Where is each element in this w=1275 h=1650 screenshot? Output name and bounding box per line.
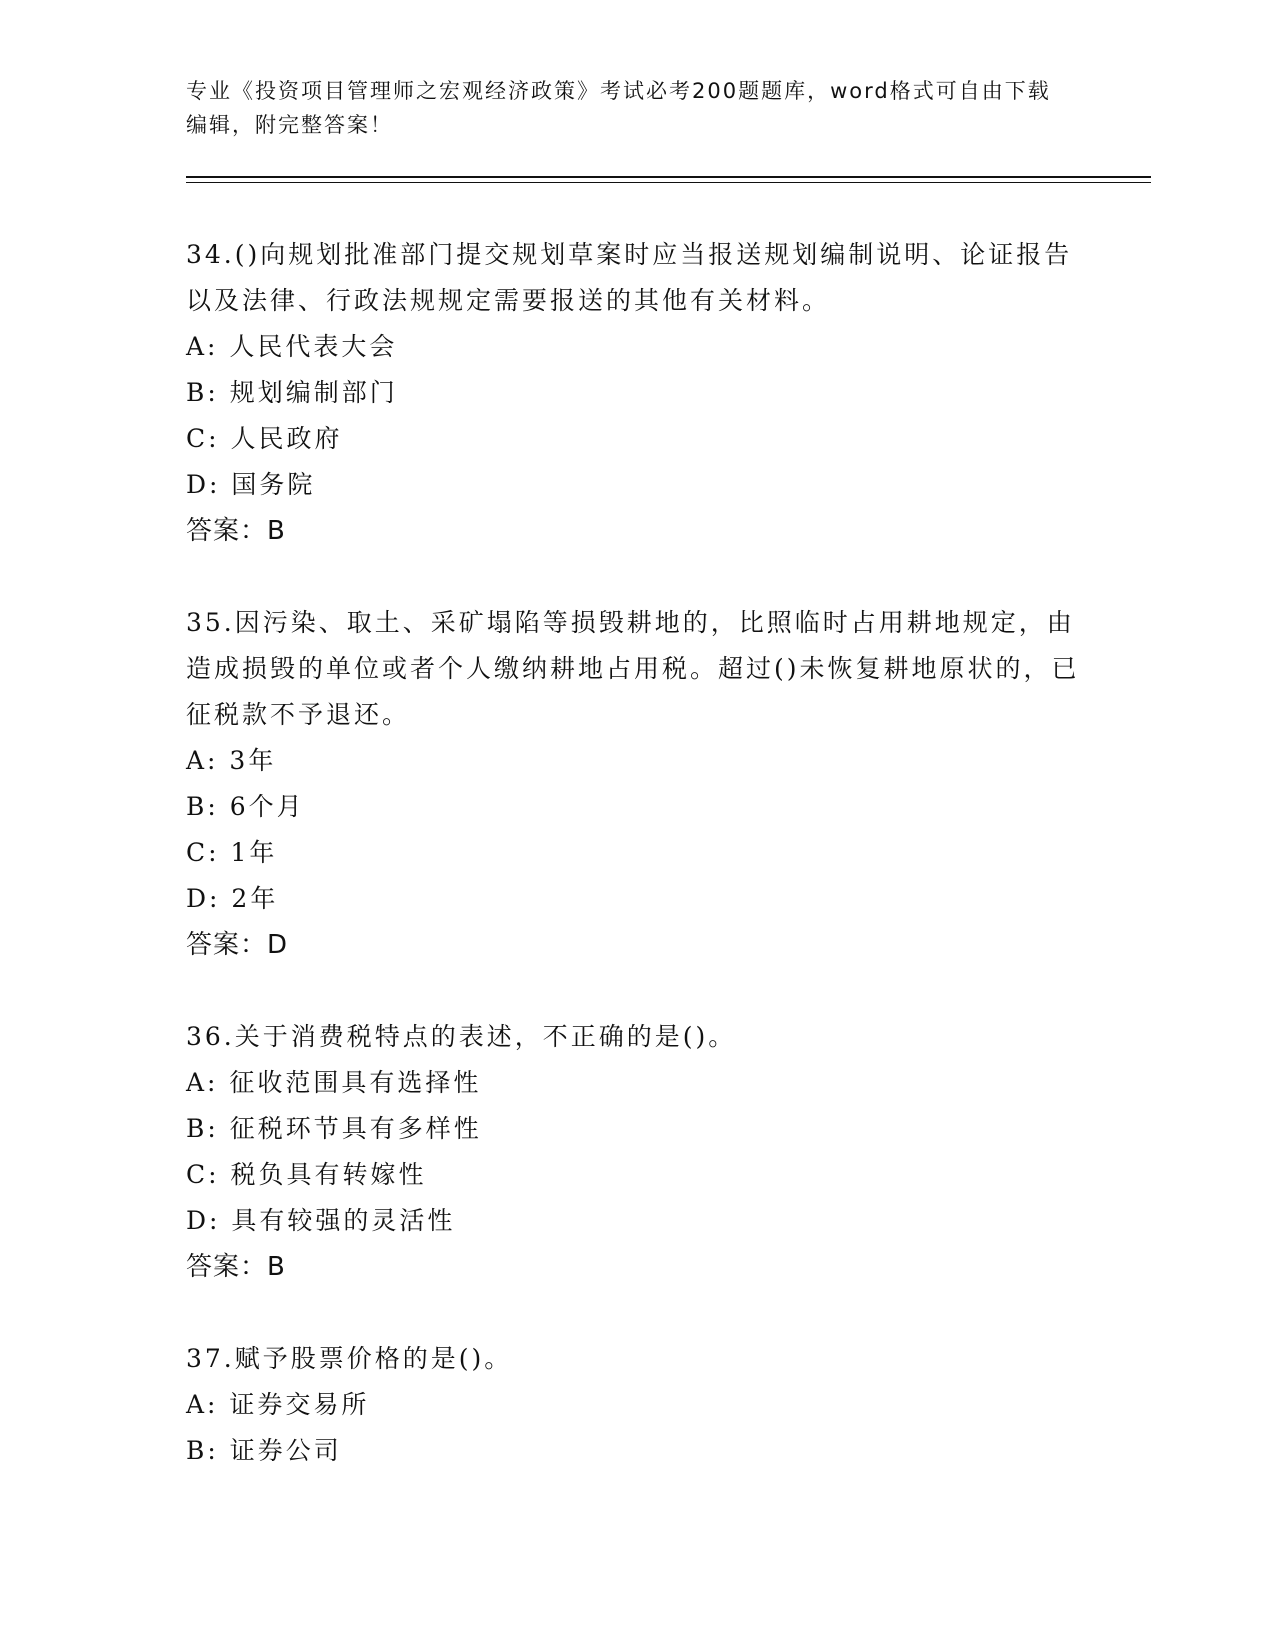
option-d: D: 国务院 [186,470,316,499]
question-34 [186,232,1086,554]
option-c: C: 人民政府 [186,424,343,453]
option-a: A: 证券交易所 [186,1390,370,1419]
option-a: A: 人民代表大会 [186,332,398,361]
option-c: C: 税负具有转嫁性 [186,1160,427,1189]
option-a: A: 征收范围具有选择性 [186,1068,482,1097]
question-35 [186,600,1086,968]
answer: 答案：D [186,930,289,960]
header-rule-thick [186,176,1151,178]
document-header: 专业《投资项目管理师之宏观经济政策》考试必考200题题库，word格式可自由下载编辑，附完整答案！ [186,79,1051,137]
answer: 答案：B [186,1252,286,1282]
option-a: A: 3年 [186,746,277,775]
question-36 [186,1014,1086,1290]
question-stem: 34.()向规划批准部门提交规划草案时应当报送规划编制说明、论证报告以及法律、行政法规规定需要报送的其他有关材料。 [186,240,1073,315]
header-rule-thin [186,182,1151,183]
question-stem: 35.因污染、取土、采矿塌陷等损毁耕地的，比照临时占用耕地规定，由造成损毁的单位或者个人缴纳耕地占用税。超过()未恢复耕地原状的，已征税款不予退还。 [186,608,1080,729]
option-b: B: 征税环节具有多样性 [186,1114,482,1143]
question-stem: 37.赋予股票价格的是()。 [186,1344,513,1373]
option-d: D: 2年 [186,884,279,913]
option-b: B: 规划编制部门 [186,378,398,407]
question-stem: 36.关于消费税特点的表述，不正确的是()。 [186,1022,737,1051]
option-b: B: 证券公司 [186,1436,342,1465]
question-37 [186,1336,1086,1474]
option-b: B: 6个月 [186,792,305,821]
option-c: C: 1年 [186,838,278,867]
answer: 答案：B [186,516,286,546]
question-list [186,232,1086,1520]
option-d: D: 具有较强的灵活性 [186,1206,456,1235]
